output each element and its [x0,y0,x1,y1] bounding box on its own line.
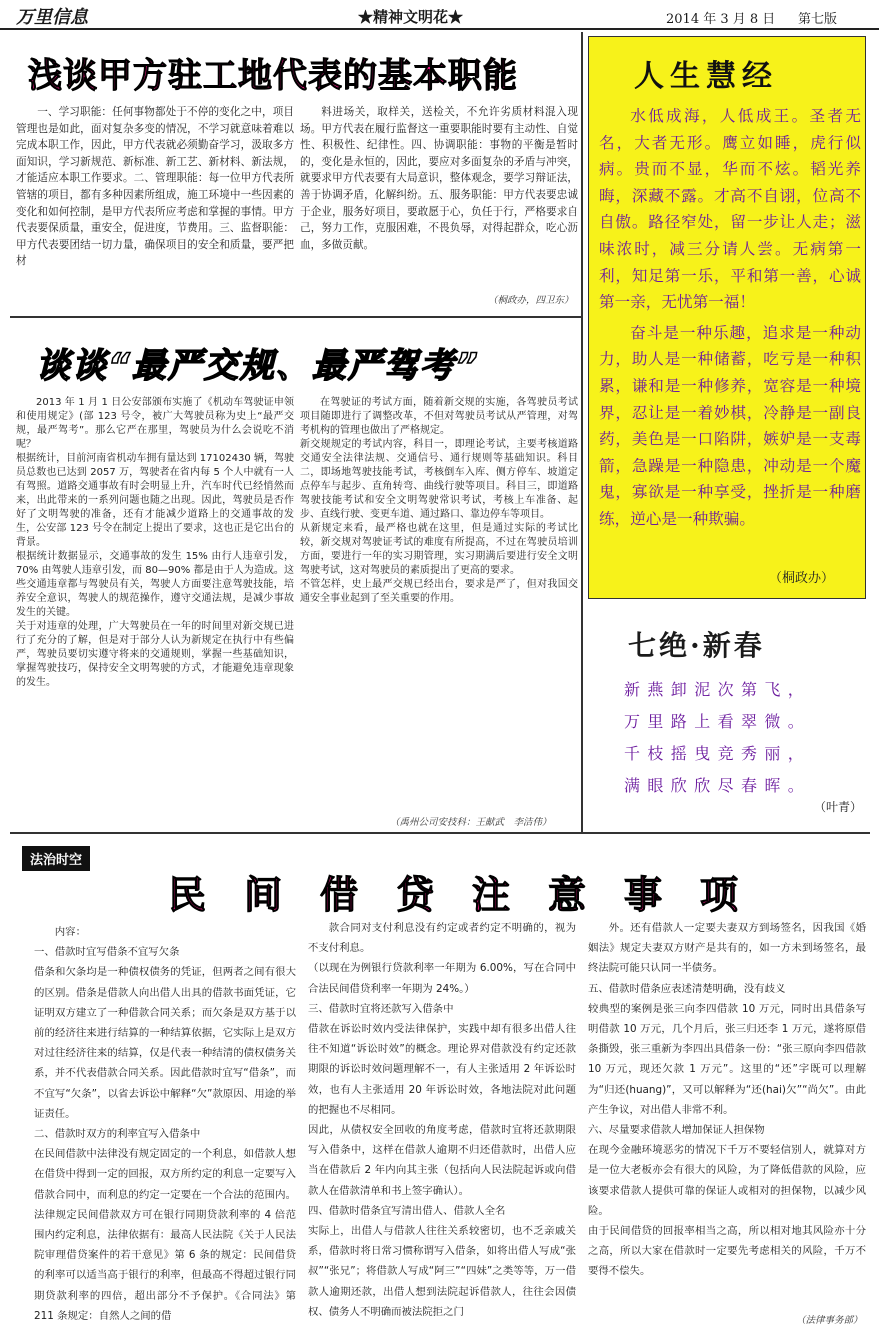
poem-line: 千枝摇曳竞秀丽， [624,744,812,763]
article2-right-column [300,396,578,810]
article1-signature: （桐政办，四卫东） [488,295,574,306]
article3-col1-text: 内容： 一、借款时宜写借条不宜写欠条 借条和欠条均是一种债权债务的凭证，但两者之间有很大的区别。借条是借款人向出借人出具的借款书面凭证，它证明双方建立了一种借款合同关系；而欠条是双方基于以前的经济往来进行结算的一种结算依据，它实际上是双方对过往经济往来的结算，仅是代表一种结清的债权债务关系，并不代表借款合同关系。因此借款时宜写“借条”，而不宜写“欠条”，以省去诉讼中解释“欠”款原因、用途的举证责任。 二、借款时双方的利率宜写入借条中 在民间借款中法律没有规定固定的一个利息，如借款人想在借贷中得到一定的回报，双方所约定的利息一定要写入借款合同中，而利息的约定一定要在一个合法的范围内。法律规定民间借款双方可在银行同期贷款利率的 4 倍范围内约定利息，法律依据有：最高人民法院《关于人民法院审理借贷案件的若干意见》第 6 条的规定：民间借贷的利率可以适当高于银行的利率，但最高不得超过银行同期贷款利率的四倍，超出部分不予保护。《合同法》第 211 条规定：自然人之间的借 [34,926,296,1322]
article3-col2-text: 款合同对支付利息没有约定或者约定不明确的，视为不支付利息。 （以现在为例银行贷款利率一年期为 6.00%，写在合同中合法民间借贷利率一年期为 24%。） 三、借款时宜将还款写入借条中 借款在诉讼时效内受法律保护，实践中却有很多出借人往往不知道“诉讼时效”的概念。理论界对借款没有约定还款期限的诉讼时效问题理解不一，有人主张适用 2 年诉讼时效，也有人主张适用 20 年诉讼时效，各地法院对此问题的把握也不尽相同。 因此，从债权安全回收的角度考虑，借款时宜将还款期限写入借条中，这样在借款人逾期不归还借款时，出借人应当在借款后 2 年内向其主张（包括向人民法院起诉或向借款人在借款清单和书上签字确认）。 四、借款时借条宜写清出借人、借款人全名 实际上，出借人与借款人往往关系较密切，也不乏亲戚关系，借款时将日常习惯称谓写入借条，如将出借人写成“张叔”“张兄”；将借款人写成“阿三”“四妹”之类等等，万一借款人逾期还款，出借人想到法院起诉借款人，往往会因债权、债务人不明确而被法院拒之门 [308,922,576,1318]
poem-line: 新燕卸泥次第飞， [624,680,812,699]
article3-title: 民间借贷注意事项 [168,873,777,917]
wisdom-para-2: 奋斗是一种乐趣，追求是一种动力，助人是一种储蓄，吃亏是一种积累，谦和是一种修养，宽容是一种境界，忍让是一着妙棋，冷静是一副良药，美色是一口陷阱，嫉妒是一支毒箭，急躁是一种隐患，冲动是一个魔鬼，寡欲是一种享受，挫折是一种磨练，逆心是一种欺骗。 [599,323,861,528]
article3-col3-text: 外。还有借款人一定要夫妻双方到场签名，因我国《婚姻法》规定夫妻双方财产是共有的，如一方未到场签名，最终法院可能只认同一半债务。 五、借款时借条应表述清楚明确，没有歧义 较典型的案例是张三向李四借款 10 万元，同时出具借条写明借款 10 万元，几个月后，张三归还李 1 万元，遂将原借条撕毁，张三重新为李四出具借条一份：“张三原向李四借款 10 万元，现还欠款 1 万元”。这里的“还”字既可以理解为“归还(huang)”，又可以解释为“还(hai)欠”“尚欠”。由此产生争议，对出借人非常不利。 六、尽量要求借款人增加保证人担保物 在现今金融环境恶劣的情况下千万不要轻信别人，就算对方是一位大老板亦会有很大的风险，为了降低借款的风险，应该要求借款人提供可靠的保证人或相对的担保物，以减少风险。 由于民间借贷的回报率相当之高，所以相对地其风险亦十分之高，所以大家在借款时一定要先考虑相关的风险，千万不要得不偿失。 [588,922,866,1278]
article2-title: 谈谈“最严交规、最严驾考” [36,346,480,386]
poem-title: 七绝·新春 [628,629,765,662]
article3-column-2 [308,918,576,1326]
wisdom-box [588,36,866,599]
article1-left-text: 一、学习职能：任何事物都处于不停的变化之中，项目管理也是如此，面对复杂多变的情况，不学习就意味着难以完成本职工作，因此，甲方代表就必须勤奋学习，汲取多方面知识，学习新规范、新标准、新工艺、新材料、新法规，才能适应本职工作要求。二、管理职能：每一位甲方代表所管辖的项目，都有多种因素所组成，施工环境中一些因素的变化和如何控制，是甲方代表所应考虑和掌握的事情。甲方代表要保质量，重安全，促进度，节费用。三、监督职能：甲方代表要团结一切力量，确保项目的安全和质量，要严把材 [16,106,294,268]
article2-left-column [16,396,294,828]
issue-date: 2014 年 3 月 8 日 [666,12,776,27]
page-header [0,0,879,30]
wisdom-title: 人生慧经 [634,59,778,94]
column-divider [581,32,583,832]
brand-name: 万里信息 [16,7,88,28]
article2-right-text: 在驾驶证的考试方面，随着新交规的实施，各驾驶员考试项目随即进行了调整改革，不但对驾驶员考试从严管理，对驾考机构的管理也做出了严格规定。 新交规规定的考试内容，科目一，即理论考试，主要考核道路交通安全法律法规、交通信号、通行规则等基础知识。科目二，即场地驾驶技能考试，考核倒车入库、侧方停车、坡道定点停车与起步、直角转弯、曲线行驶等项目。科目三，即道路驾驶技能考试和安全文明驾驶常识考试，考核上车准备、起步、直线行驶、变更车道、通过路口、靠边停车等项目。 从新规定来看，最严格也就在这里，但是通过实际的考试比较，新交规对驾驶证考试的难度有所提高，不过在驾驶员培训方面，要进行一年的实习期管理，实习期满后要进行安全文明驾驶考试，这对驾驶员的素质提出了更高的要求。 不管怎样，史上最严交规已经出台，要求是严了，但对我国交通安全事业起到了至关重要的作用。 [300,397,578,604]
wisdom-para-1: 水低成海，人低成王。圣者无名，大者无形。鹰立如睡，虎行似病。贵而不显，华而不炫。韬光养晦，深藏不露。才高不自诩，位高不自傲。路径窄处，留一步让人走；滋味浓时，减三分请人尝。无病第一利，知足第一乐，平和第一善，心诚第一亲，无忧第一福！ [599,107,861,312]
wisdom-text [599,103,861,537]
section-tag: 法治时空 [22,846,90,871]
page-number: 第七版 [798,12,838,27]
article-divider [10,316,582,318]
poem-line: 满眼欣欣尽春晖。 [624,776,812,795]
wisdom-signature: （桐政办） [769,571,835,586]
article2-signature: （禹州公司安技科：王献武 李洁伟） [390,817,552,828]
article1-title: 浅谈甲方驻工地代表的基本职能 [28,56,518,96]
poem-signature: （叶青） [814,800,863,814]
section-name: ★精神文明花★ [358,8,464,26]
article1-left-column [16,104,294,310]
poem-line: 万里路上看翠微。 [624,712,812,731]
poem-body [624,674,811,802]
article1-right-text: 料进场关，取样关，送检关，不允许劣质材料混入现场。甲方代表在履行监督这一重要职能时要有主动性、自觉性、积极性、纪律性。四、协调职能：事物的平衡是暂时的，变化是永恒的，因此，要应对多面复杂的矛盾与冲突，就要求甲方代表要有大局意识，整体观念，要学习辩证法，善于协调矛盾，化解纠纷。五、服务职能：甲方代表要忠诚于企业，服务好项目，要敢愿于心，负任于行，严格要求自己，努力工作，克服困难，不畏负辱，对得起群众，吃心沥血，多做贡献。 [300,106,578,251]
article3-column-3 [588,918,866,1310]
article3-column-1 [34,922,296,1326]
article3-signature: （法律事务部） [796,1315,863,1326]
article2-left-text: 2013 年 1 月 1 日公安部颁布实施了《机动车驾驶证申领和使用规定》(部 123 号令，被广大驾驶员称为史上“最严交规，最严驾考”。那么它严在那里，驾驶员为什么会说吃不消呢？ 根据统计，目前河南省机动车拥有量达到 17102430 辆，驾驶员总数也已达到 2057 万，驾驶者在省内每 5 个人中就有一人有驾照。道路交通事故有时会明显上升，汽车时代已经悄然而来，出此带来的一系列问题也随之出现。因此，驾驶员是否作好了文明驾驶的准备，还有才能减少道路上的交通事故的发生，公安部 123 号令在制定上提出了要求，这也正是它出台的背景。 根据统计数据显示，交通事故的发生 15% 由行人违章引发，70% 由驾驶人违章引发，而 80—90% 都是由于人为造成。这些交通违章都与驾驶员有关，驾驶人方面要注意驾驶技能，培养安全意识，驾驶人的规范操作，遵守交通法规，是减少事故发生的关键。 关于对违章的处理，广大驾驶员在一年的时间里对新交规已进行了充分的了解，但是对于部分人认为新规定在执行中有些偏严，驾驶员要切实遵守将来的交通规则，掌握一些基础知识，掌握驾驶技巧，保持安全文明驾驶的方式，才能避免违章现象的发生。 [16,397,294,688]
article1-right-column [300,104,578,290]
section-divider [10,832,870,834]
